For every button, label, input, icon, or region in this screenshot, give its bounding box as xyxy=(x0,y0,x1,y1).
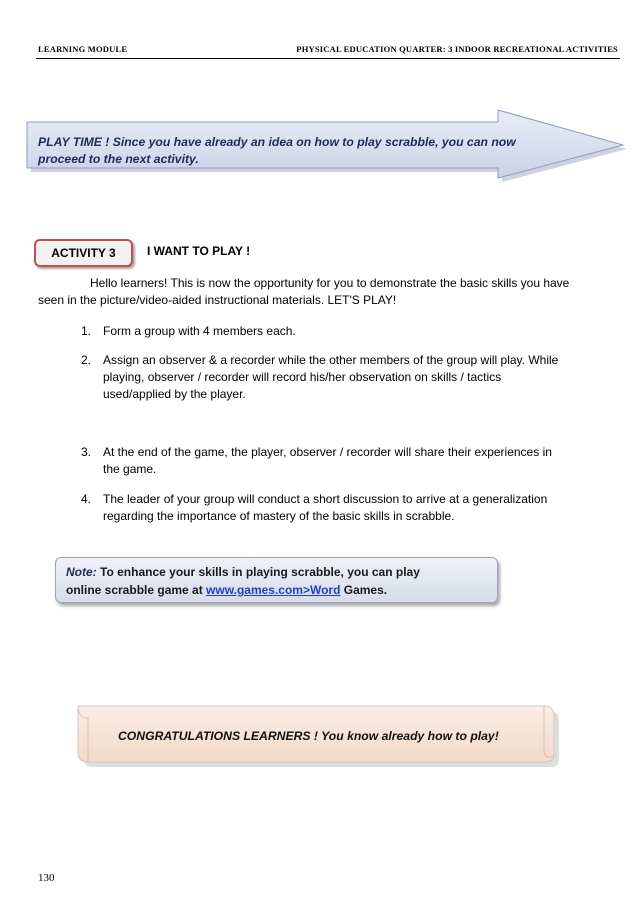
page-number: 130 xyxy=(38,872,55,884)
list-item-number: 3. xyxy=(81,445,92,459)
activity-label-box: ACTIVITY 3 xyxy=(34,239,133,267)
list-item-number: 4. xyxy=(81,492,92,506)
list-item-line: playing, observer / recorder will record his/her observation on skills / tactics xyxy=(103,370,502,384)
header-divider xyxy=(36,58,620,59)
list-item-line: The leader of your group will conduct a short discussion to arrive at a generalization xyxy=(103,492,548,506)
list-item-text xyxy=(103,491,623,525)
note-text xyxy=(66,563,496,599)
note-label: Note: xyxy=(66,565,97,579)
header-module-label: LEARNING MODULE xyxy=(38,44,128,54)
header-subject-label: PHYSICAL EDUCATION QUARTER: 3 INDOOR RECREATIONAL ACTIVITIES xyxy=(296,44,618,54)
list-item-number: 1. xyxy=(81,324,92,338)
list-item-text xyxy=(103,352,623,403)
list-item-line: At the end of the game, the player, observer / recorder will share their experiences in xyxy=(103,445,552,459)
list-item-line: the game. xyxy=(103,462,157,476)
intro-line-2: seen in the picture/video-aided instructional materials. LET'S PLAY! xyxy=(38,293,397,307)
list-item-line: Form a group with 4 members each. xyxy=(103,324,296,338)
list-item-line: regarding the importance of mastery of the basic skills in scrabble. xyxy=(103,509,455,523)
play-time-line-2: proceed to the next activity. xyxy=(38,152,199,166)
list-item-text xyxy=(103,323,623,340)
play-time-text xyxy=(38,134,598,168)
note-text-2-pre: online scrabble game at xyxy=(66,583,207,597)
intro-paragraph xyxy=(38,275,633,309)
intro-line-1: Hello learners! This is now the opportunity for you to demonstrate the basic skills you have xyxy=(90,276,570,290)
note-line-2 xyxy=(66,581,496,599)
congrats-message: CONGRATULATIONS LEARNERS ! You know already how to play! xyxy=(118,729,499,743)
games-link[interactable]: www.games.com>Word xyxy=(206,583,341,597)
activity-title: I WANT TO PLAY ! xyxy=(147,244,251,258)
list-item-line: Assign an observer & a recorder while the other members of the group will play. While xyxy=(103,353,559,367)
note-text-2-post: Games. xyxy=(340,583,388,597)
list-item-text xyxy=(103,444,623,478)
list-item-line: used/applied by the player. xyxy=(103,387,246,401)
list-item-number: 2. xyxy=(81,353,92,367)
play-time-line-1: PLAY TIME ! Since you have already an idea on how to play scrabble, you can now xyxy=(38,135,516,149)
note-line-1 xyxy=(66,563,496,581)
note-text-1: To enhance your skills in playing scrabble, you can play xyxy=(100,565,420,579)
page-header xyxy=(38,44,618,58)
